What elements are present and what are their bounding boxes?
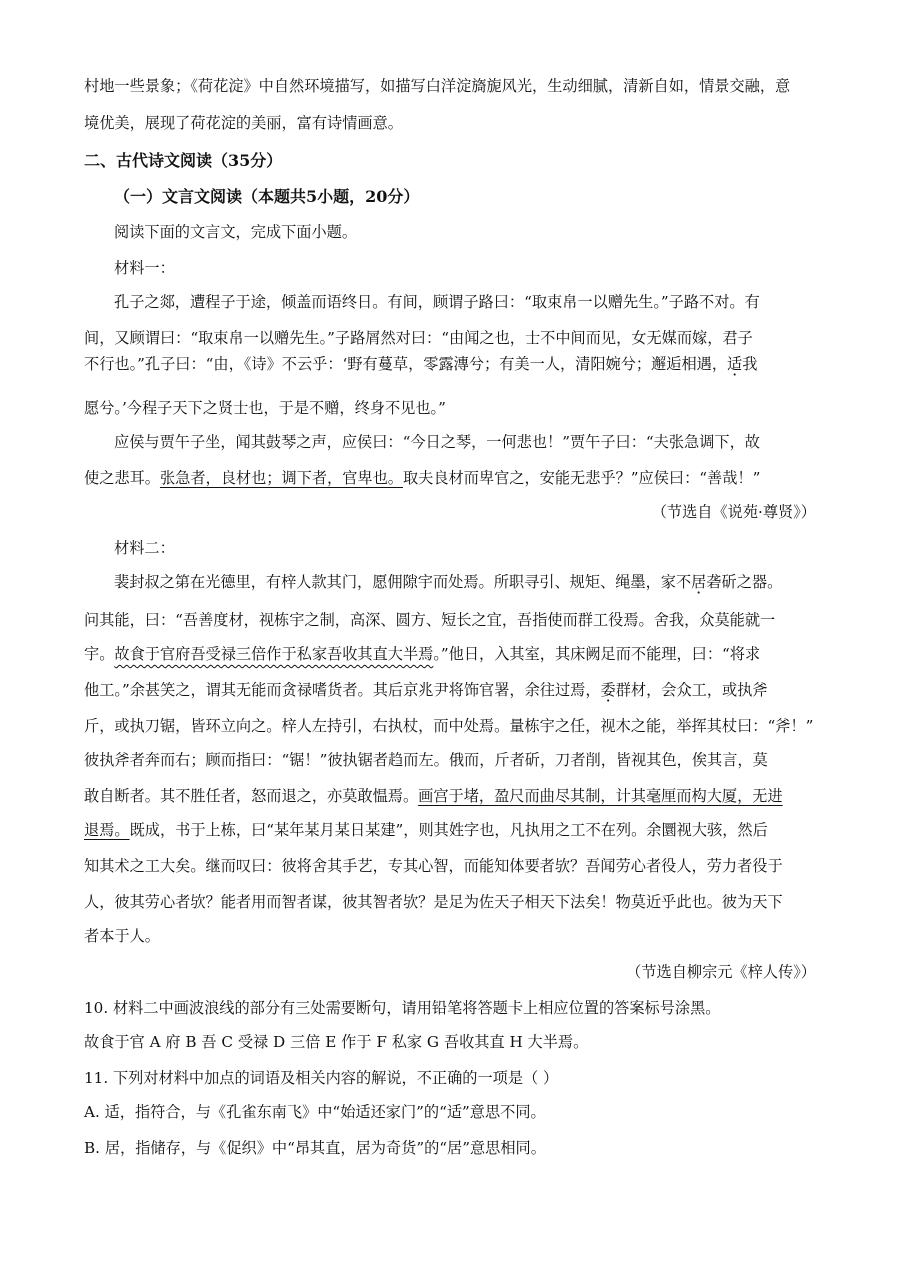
text-segment: 宇。 [84,645,115,663]
text-segment: 砻斫之器。 [706,573,783,591]
material-2-text-line: 者本于人。 [84,927,160,945]
material-2-text-line [84,820,820,840]
material-2-text-line [84,786,820,806]
material-1-text-line: 孔子之郯，遭程子于途，倾盖而语终日。有间，顾谓子路曰：“取束帛一以赠先生。”子路不对。有 [114,293,760,311]
material-1-source: （节选自《说苑·尊贤》） [651,503,816,521]
text-segment: 使之悲耳。 [84,469,160,487]
section-subtitle: （一）文言文阅读（本题共5小题，20分） [114,187,420,206]
dotted-word-shi: 适 [727,355,743,373]
text-segment: 群材，会众工，或执斧 [615,681,768,699]
material-1-label: 材料一： [114,259,175,277]
material-2-text-line [84,644,820,664]
material-2-text-line: 彼执斧者奔而右；顾而指曰：“锯！”彼执锯者趋而左。俄而，斤者斫，刀者削，皆视其色，俟其言，莫 [84,751,768,769]
material-2-source: （节选自柳宗元《梓人传》） [626,963,816,981]
material-1-text-line: 应侯与贾午子坐，闻其鼓琴之声，应侯曰：“今日之琴，一何悲也！”贾午子曰：“夫张急调下，故 [114,433,760,451]
question-10-options: 故食于官 A 府 B 吾 C 受禄 D 三倍 E 作于 F 私家 G 吾收其直 H 大半焉。 [84,1033,589,1051]
question-11: 11. 下列对材料中加点的词语及相关内容的解说，不正确的一项是（ ） [84,1069,559,1087]
question-11-option-a: A. 适，指符合，与《孔雀东南飞》中“始适还家门”的“适”意思不同。 [84,1103,546,1121]
material-2-text-line: 斤，或执刀锯，皆环立向之。梓人左持引，右执杖，而中处焉。量栋宇之任，视木之能，举挥其杖曰：“斧！” [84,717,814,735]
dotted-word-wei: 委 [600,681,616,699]
text-segment: 敢自断者。其不胜任者，怒而退之，亦莫敢愠焉。 [84,787,419,805]
material-2-text-line: 知其术之工大矣。继而叹曰：彼将舍其手艺，专其心智，而能知体要者欤？吾闻劳心者役人，劳力者役于 [84,857,783,875]
underlined-sentence: 画宫于堵，盈尺而曲尽其制，计其毫厘而构大厦，无进 [418,787,783,805]
question-10: 10. 材料二中画波浪线的部分有三处需要断句，请用铅笔将答题卡上相应位置的答案标号涂黑。 [84,999,721,1017]
reading-instruction: 阅读下面的文言文，完成下面小题。 [114,223,357,241]
material-2-text-line: 问其能，曰：“吾善度材，视栋宇之制，高深、圆方、短长之宜，吾指使而群工役焉。舍我，众莫能就一 [84,611,776,629]
question-11-option-b: B. 居，指储存，与《促织》中“昂其直，居为奇货”的“居”意思相同。 [84,1139,546,1157]
intro-line-2: 境优美，展现了荷花淀的美丽，富有诗情画意。 [84,114,403,132]
material-2-text-line [84,680,820,700]
intro-line-1: 村地一些景象；《荷花淀》中自然环境描写，如描写白洋淀旖旎风光，生动细腻，清新自如，情景交融，意 [84,77,791,95]
material-2-text-line: 人，彼其劳心者欤？能者用而智者谋，彼其智者欤？是足为佐天子相天下法矣！物莫近乎此也。彼为天下 [84,893,783,911]
text-segment: 他工。”余甚笑之，谓其无能而贪禄嗜货者。其后京兆尹将饰官署，余往过焉， [84,681,601,699]
underlined-sentence: 退焉。 [84,821,130,839]
material-1-text-line: 间，又顾谓曰：“取束帛一以赠先生。”子路屑然对曰：“由闻之也，士不中间而见，女无媒而嫁，君子 [84,329,753,347]
text-segment: 取夫良材而卑官之，安能无悲乎？”应侯曰：“善哉！” [402,469,761,487]
wavy-underlined-sentence: 故食于官府吾受禄三倍作于私家吾收其直大半焉 [114,645,434,663]
material-2-text-line [114,572,820,592]
text-segment: 。”他日，入其室，其床阙足而不能理，曰：“将求 [433,645,761,663]
material-1-text-line [84,468,820,488]
dotted-word-ju: 居 [691,573,707,591]
text-segment: 我 [742,355,758,373]
material-1-text-line: 愿兮。’今程子天下之贤士也，于是不赠，终身不见也。” [84,399,446,417]
text-segment: 既成，书于上栋，曰“某年某月某日某建”，则其姓字也，凡执用之工不在列。余圜视大骇，然后 [129,821,768,839]
material-2-label: 材料二： [114,539,175,557]
material-1-text-line [84,354,820,374]
text-segment: 裴封叔之第在光德里，有梓人款其门，愿佣隙宇而处焉。所职寻引、规矩、绳墨，家不 [114,573,692,591]
section-title: 二、古代诗文阅读（35分） [84,151,283,170]
underlined-sentence: 张急者，良材也；调下者，官卑也。 [159,469,403,487]
text-segment: 不行也。”孔子曰：“由，《诗》不云乎：‘野有蔓草，零露漙兮；有美一人，清阳婉兮；邂逅相遇， [84,355,728,373]
